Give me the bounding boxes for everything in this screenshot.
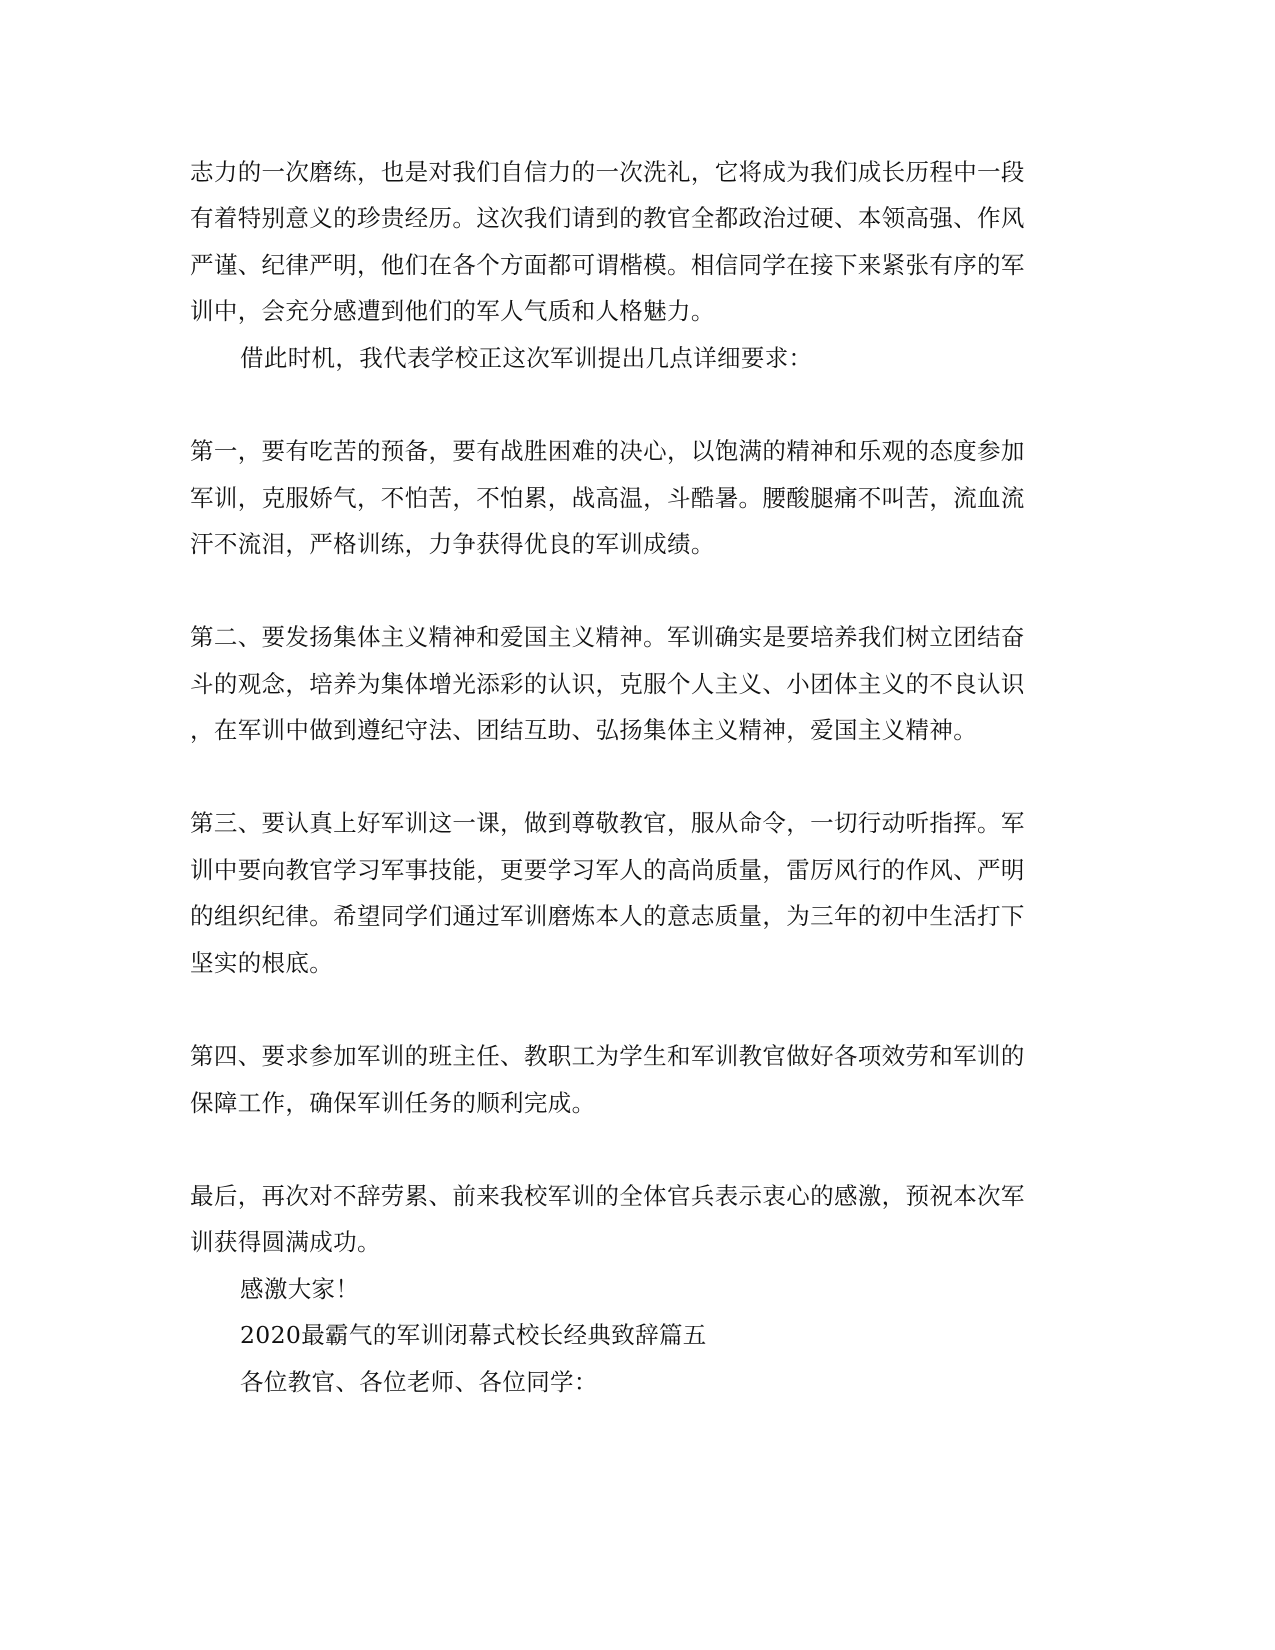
paragraph-line: 的组织纪律。希望同学们通过军训磨炼本人的意志质量，为三年的初中生活打下 [190, 902, 1025, 930]
paragraph-line: 训获得圆满成功。 [190, 1228, 381, 1256]
paragraph-line: 坚实的根底。 [190, 949, 334, 977]
paragraph-line: 保障工作，确保军训任务的顺利完成。 [190, 1089, 596, 1117]
paragraph-line: ，在军训中做到遵纪守法、团结互助、弘扬集体主义精神，爱国主义精神。 [190, 716, 978, 744]
paragraph-line: 第二、要发扬集体主义精神和爱国主义精神。军训确实是要培养我们树立团结奋 [190, 623, 1025, 651]
paragraph-line: 训中，会充分感遭到他们的军人气质和人格魅力。 [190, 297, 715, 325]
section-heading: 2020最霸气的军训闭幕式校长经典致辞篇五 [240, 1321, 707, 1349]
paragraph-line: 严谨、纪律严明，他们在各个方面都可谓楷模。相信同学在接下来紧张有序的军 [190, 251, 1025, 279]
closing-thanks: 感激大家！ [240, 1275, 360, 1303]
paragraph-line: 借此时机，我代表学校正这次军训提出几点详细要求： [240, 344, 813, 372]
paragraph-line: 斗的观念，培养为集体增光添彩的认识，克服个人主义、小团体主义的不良认识 [190, 670, 1025, 698]
paragraph-line: 第四、要求参加军训的班主任、教职工为学生和军训教官做好各项效劳和军训的 [190, 1042, 1025, 1070]
paragraph-line: 第三、要认真上好军训这一课，做到尊敬教官，服从命令，一切行动听指挥。军 [190, 809, 1025, 837]
paragraph-line: 第一，要有吃苦的预备，要有战胜困难的决心，以饱满的精神和乐观的态度参加 [190, 437, 1025, 465]
paragraph-line: 汗不流泪，严格训练，力争获得优良的军训成绩。 [190, 530, 715, 558]
paragraph-line: 有着特别意义的珍贵经历。这次我们请到的教官全都政治过硬、本领高强、作风 [190, 204, 1025, 232]
salutation: 各位教官、各位老师、各位同学： [240, 1368, 598, 1396]
paragraph-line: 军训，克服娇气，不怕苦，不怕累，战高温，斗酷暑。腰酸腿痛不叫苦，流血流 [190, 484, 1025, 512]
paragraph-line: 志力的一次磨练，也是对我们自信力的一次洗礼，它将成为我们成长历程中一段 [190, 158, 1025, 186]
paragraph-line: 训中要向教官学习军事技能，更要学习军人的高尚质量，雷厉风行的作风、严明 [190, 856, 1025, 884]
paragraph-line: 最后，再次对不辞劳累、前来我校军训的全体官兵表示衷心的感激，预祝本次军 [190, 1182, 1025, 1210]
